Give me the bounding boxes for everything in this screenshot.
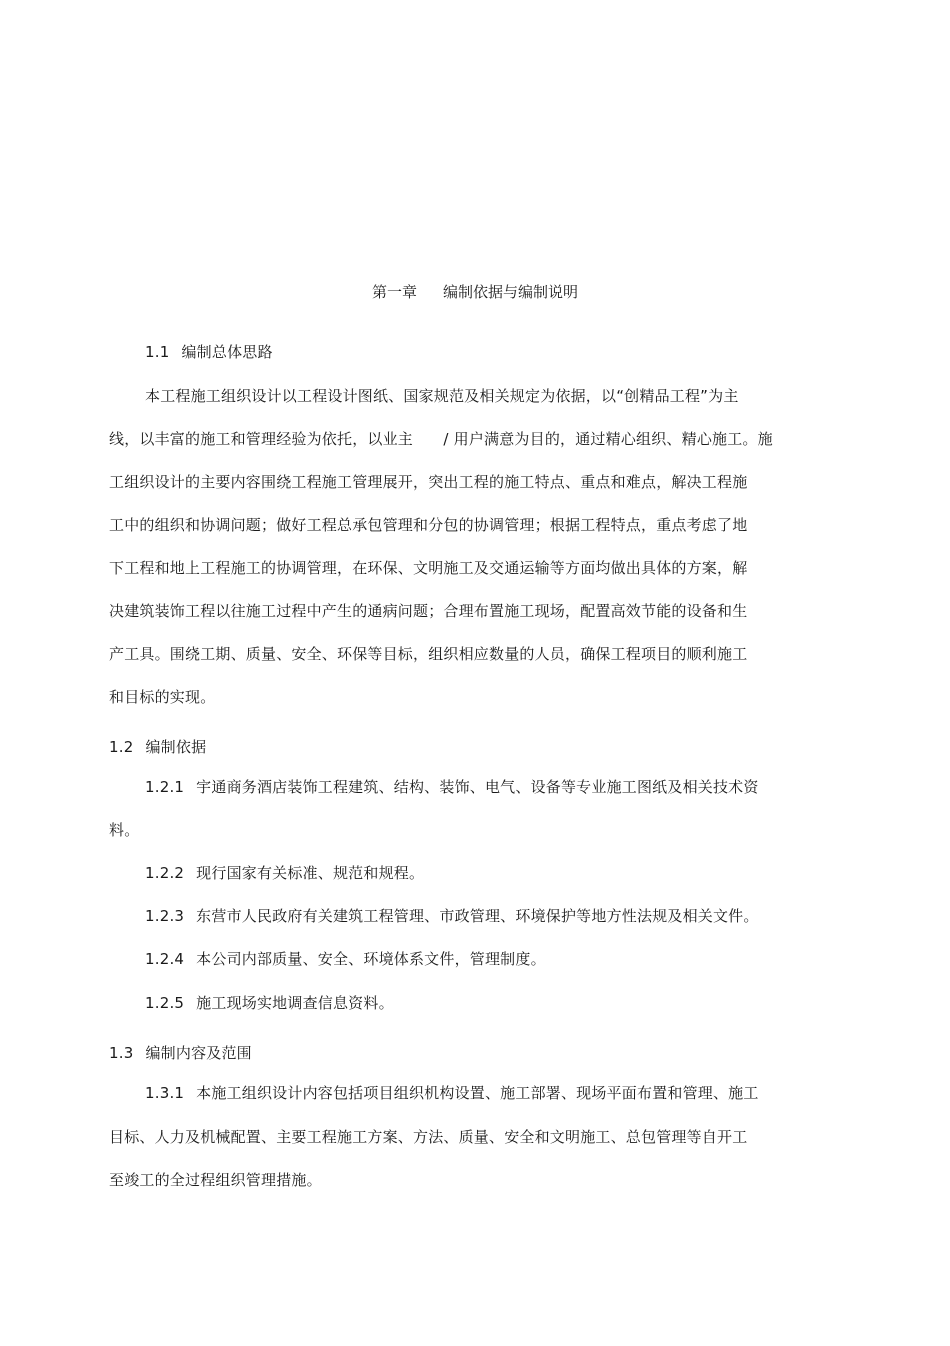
section-title: 编制总体思路 [181, 343, 273, 361]
section-heading-1-3 [109, 1043, 252, 1063]
section-title: 编制依据 [145, 738, 207, 756]
paragraph-line: 和目标的实现。 [109, 688, 216, 706]
chapter-title [0, 282, 950, 302]
item-number: 1.3.1 [145, 1084, 185, 1102]
list-item-continuation: 目标、人力及机械配置、主要工程施工方案、方法、质量、安全和文明施工、总包管理等自开工 [109, 1128, 748, 1146]
item-number: 1.2.2 [145, 864, 185, 882]
section-number: 1.1 [145, 343, 170, 361]
list-item-1-2-5 [145, 993, 394, 1013]
item-number: 1.2.1 [145, 778, 185, 796]
list-item-1-2-3 [145, 906, 759, 926]
section-heading-1-2 [109, 737, 206, 757]
section-title: 编制内容及范围 [145, 1044, 252, 1062]
paragraph-line: 下工程和地上工程施工的协调管理，在环保、文明施工及交通运输等方面均做出具体的方案，解 [109, 559, 748, 577]
section-number: 1.3 [109, 1044, 134, 1062]
item-text: 宇通商务酒店装饰工程建筑、结构、装饰、电气、设备等专业施工图纸及相关技术资 [196, 778, 759, 796]
list-item-continuation: 料。 [109, 821, 140, 839]
paragraph-line: 工组织设计的主要内容围绕工程施工管理展开，突出工程的施工特点、重点和难点，解决工程施 [109, 473, 748, 491]
item-text: 施工现场实地调查信息资料。 [196, 994, 394, 1012]
paragraph-line: 产工具。围绕工期、质量、安全、环保等目标，组织相应数量的人员，确保工程项目的顺利施工 [109, 645, 748, 663]
item-number: 1.2.4 [145, 950, 185, 968]
item-number: 1.2.3 [145, 907, 185, 925]
paragraph-line: 工中的组织和协调问题；做好工程总承包管理和分包的协调管理；根据工程特点，重点考虑了地 [109, 516, 748, 534]
paragraph-line: 本工程施工组织设计以工程设计图纸、国家规范及相关规定为依据，以“创精品工程”为主 [145, 387, 739, 405]
list-item-1-2-2 [145, 863, 424, 883]
chapter-number: 第一章 [371, 283, 417, 301]
item-text: 现行国家有关标准、规范和规程。 [196, 864, 425, 882]
item-text: 本施工组织设计内容包括项目组织机构设置、施工部署、现场平面布置和管理、施工 [196, 1084, 759, 1102]
section-heading-1-1 [145, 342, 273, 362]
list-item-continuation: 至竣工的全过程组织管理措施。 [109, 1171, 322, 1189]
paragraph-line: 决建筑装饰工程以往施工过程中产生的通病问题；合理布置施工现场，配置高效节能的设备和生 [109, 602, 748, 620]
paragraph-line: 线，以丰富的施工和管理经验为依托，以业主 / 用户满意为目的，通过精心组织、精心施工。施 [109, 430, 773, 448]
list-item-1-2-4 [145, 949, 546, 969]
section-number: 1.2 [109, 738, 134, 756]
item-text: 本公司内部质量、安全、环境体系文件，管理制度。 [196, 950, 546, 968]
chapter-heading: 编制依据与编制说明 [443, 283, 579, 301]
item-number: 1.2.5 [145, 994, 185, 1012]
list-item-1-2-1 [145, 777, 759, 797]
list-item-1-3-1 [145, 1083, 759, 1103]
item-text: 东营市人民政府有关建筑工程管理、市政管理、环境保护等地方性法规及相关文件。 [196, 907, 759, 925]
